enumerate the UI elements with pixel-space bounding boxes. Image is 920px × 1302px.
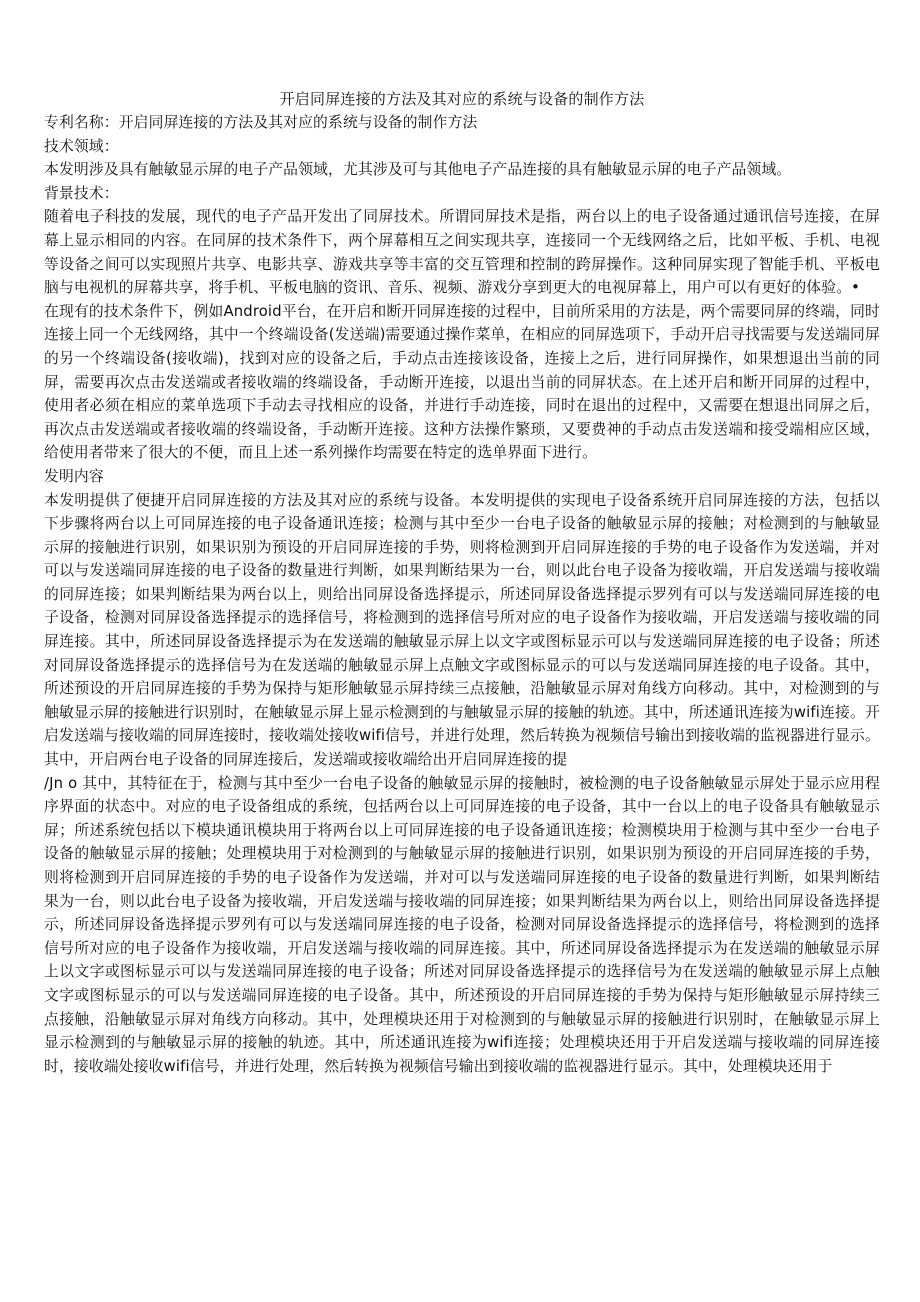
section-heading-invention-content: 发明内容 (44, 467, 104, 485)
document-title: 开启同屏连接的方法及其对应的系统与设备的制作方法 (279, 90, 645, 108)
paragraph: /Jn ο 其中，其特征在于，检测与其中至少一台电子设备的触敏显示屏的接触时，被检测的电子设备触敏显示屏处于显示应用程序界面的状态中。对应的电子设备组成的系统，包括两台以上可同屏连接的电子设备，其中一台以上的电子设备具有触敏显示屏；所述系统包括以下模块通讯模块用于将两台以上可同屏连接的电子设备通讯连接；检测模块用于检测与其中至少一台电子设备的触敏显示屏的接触；处理模块用于对检测到的与触敏显示屏的接触进行识别，如果识别为预设的开启同屏连接的手势，则将检测到开启同屏连接的手势的电子设备作为发送端，并对可以与发送端同屏连接的电子设备的数量进行判断，如果判断结果为一台，则以此台电子设备为接收端，开启发送端与接收端的同屏连接；如果判断结果为两台以上，则给出同屏设备选择提示，所述同屏设备选择提示罗列有可以与发送端同屏连接的电子设备，检测对同屏设备选择提示的选择信号，将检测到的选择信号所对应的电子设备作为接收端，开启发送端与接收端的同屏连接。其中，所述同屏设备选择提示为在发送端的触敏显示屏上以文字或图标显示可以与发送端同屏连接的电子设备；所述对同屏设备选择提示的选择信号为在发送端的触敏显示屏上点触文字或图标显示的可以与发送端同屏连接的电子设备。其中，所述预设的开启同屏连接的手势为保持与矩形触敏显示屏持续三点接触，沿触敏显示屏对角线方向移动。其中，处理模块还用于对检测到的与触敏显示屏的接触进行识别时，在触敏显示屏上显示检测到的与触敏显示屏的接触的轨迹。其中，所述通讯连接为wifi连接；处理模块还用于开启发送端与接收端的同屏连接时，接收端处接收wifi信号，并进行处理，然后转换为视频信号输出到接收端的监视器进行显示。其中，处理模块还用于 (44, 774, 880, 1075)
patent-name: 专利名称：开启同屏连接的方法及其对应的系统与设备的制作方法 (44, 114, 478, 131)
paragraph: 随着电子科技的发展，现代的电子产品开发出了同屏技术。所谓同屏技术是指，两台以上的电子设备通过通讯信号连接，在屏幕上显示相同的内容。在同屏的技术条件下，两个屏幕相互之间实现共享，连接同一个无线网络之后，比如平板、手机、电视等设备之间可以实现照片共享、电影共享、游戏共享等丰富的交互管理和控制的跨屏操作。这种同屏实现了智能手机、平板电脑与电视机的屏幕共享，将手机、平板电脑的资讯、音乐、视频、游戏分享到更大的电视屏幕上，用户可以有更好的体验。• (44, 208, 880, 297)
paragraph: 本发明提供了便捷开启同屏连接的方法及其对应的系统与设备。本发明提供的实现电子设备系统开启同屏连接的方法，包括以下步骤将两台以上可同屏连接的电子设备通讯连接；检测与其中至少一台电子设备的触敏显示屏的接触；对检测到的与触敏显示屏的接触进行识别，如果识别为预设的开启同屏连接的手势，则将检测到开启同屏连接的手势的电子设备作为发送端，并对可以与发送端同屏连接的电子设备的数量进行判断，如果判断结果为一台，则以此台电子设备为接收端，开启发送端与接收端的同屏连接；如果判断结果为两台以上，则给出同屏设备选择提示，所述同屏设备选择提示罗列有可以与发送端同屏连接的电子设备，检测对同屏设备选择提示的选择信号，将检测到的选择信号所对应的电子设备作为接收端，开启发送端与接收端的同屏连接。其中，所述同屏设备选择提示为在发送端的触敏显示屏上以文字或图标显示可以与发送端同屏连接的电子设备；所述对同屏设备选择提示的选择信号为在发送端的触敏显示屏上点触文字或图标显示的可以与发送端同屏连接的电子设备。其中，所述预设的开启同屏连接的手势为保持与矩形触敏显示屏持续三点接触，沿触敏显示屏对角线方向移动。其中，对检测到的与触敏显示屏的接触进行识别时，在触敏显示屏上显示检测到的与触敏显示屏的接触的轨迹。其中，所述通讯连接为wifi连接。开启发送端与接收端的同屏连接时，接收端处接收wifi信号，并进行处理，然后转换为视频信号输出到接收端的监视器进行显示。其中，开启两台电子设备的同屏连接后，发送端或接收端给出开启同屏连接的提 (44, 491, 880, 769)
paragraph: 本发明涉及具有触敏显示屏的电子产品领域，尤其涉及可与其他电子产品连接的具有触敏显示屏的电子产品领域。 (44, 161, 792, 179)
section-heading-background: 背景技术： (44, 184, 119, 202)
paragraph: 在现有的技术条件下，例如Android平台，在开启和断开同屏连接的过程中，目前所采用的方法是，两个需要同屏的终端，同时连接上同一个无线网络，其中一个终端设备(发送端)需要通过操作菜单，在相应的同屏选项下，手动开启寻找需要与发送端同屏的另一个终端设备(接收端)，找到对应的设备之后，手动点击连接该设备，连接上之后，进行同屏操作，如果想退出当前的同屏，需要再次点击发送端或者接收端的终端设备，手动断开连接，以退出当前的同屏状态。在上述开启和断开同屏的过程中，使用者必须在相应的菜单选项下手动去寻找相应的设备，并进行手动连接，同时在退出的过程中，又需要在想退出同屏之后，再次点击发送端或者接收端的终端设备，手动断开连接。这种方法操作繁琐，又要费神的手动点击发送端和接受端相应区域，给使用者带来了很大的不便，而且上述一系列操作均需要在特定的选单界面下进行。 (44, 302, 880, 462)
section-heading-technical-field: 技术领域： (44, 137, 119, 155)
